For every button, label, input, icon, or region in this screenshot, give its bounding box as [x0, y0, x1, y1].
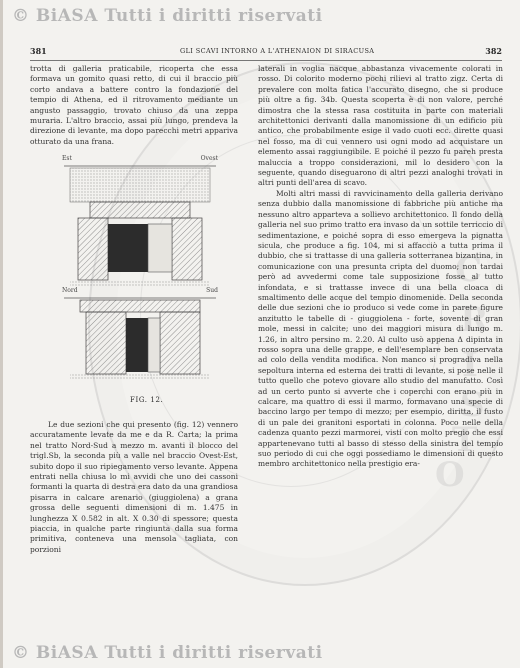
seal-letter: T: [452, 420, 478, 460]
seal-letter: S: [460, 385, 485, 425]
left-column-top: [30, 64, 238, 147]
right-paragraph-1: laterali in voglia nacque abbastanza vivacemente colorati in rosso. Di colorito moderno pochi rilievi al tratto zigz. Certa di prevalere con molta fatica l'accurato disegno, che si produce più oltre a fig. 34b. Questa scoperta è di non valore, perché dimostra che la stessa rasa costituita in parte con materiali architettonici derivanti dalla manomissione di un edificio più antico, che probabilmente esige il vado cuoti ecc. dirette quasi nel fosso, ma di cui vennero usi ogni modo ad acquistare un elemento assai raggiungibile. E poiché il pezzo fu pareh presta maluccia a troppo considerazioni, mil lo desidero con la seguente, quando diseguarono di altri pezzi analoghi trovati in altri punti dell'area di scavo.: [258, 64, 503, 188]
lower-section: [64, 298, 216, 380]
seal-letter: I: [462, 345, 478, 385]
label-ovest: Ovest: [200, 155, 218, 162]
right-column: [258, 64, 503, 470]
label-nord: Nord: [62, 287, 78, 294]
left-paragraph-2: Le due sezioni che qui presento (fig. 12) vennero accuratamente levate da me e da R. Carta; la prima nel tratto Nord-Sud a mezzo m. avanti il blocco del trigl.Sb, la seconda più a valle nel braccio Ovest-Est, subito dopo il suo ripiegamento verso levante. Appena entrati nella chiusa lo mi avvidi che uno dei cassoni formanti la quarta di destra era dato da una grandiosa pisarra in calcare arenario (giuggiolena) a grana grossa delle seguenti dimensioni di m. 1.475 in lunghezza X 0.582 in alt. X 0.30 di spessore; questa piaccia, in qualche parte ringiunta dalla sua forma primitiva, conteneva una mensola tagliata, con porzioni: [30, 420, 238, 554]
figure-caption: FIG. 12.: [130, 396, 164, 404]
seal-letter: O: [435, 455, 465, 495]
seal-letter: R: [460, 300, 489, 340]
left-column-bottom: [30, 420, 238, 555]
label-est: Est: [62, 155, 72, 162]
figure-12: [60, 152, 220, 384]
left-paragraph-1: trotta di galleria praticabile, ricoperta che essa formava un gomito quasi retto, di cui il braccio più corto andava a battere contro la fondazione del tempio di Athena, ed il ritrovamento mediante un angusto passaggio, trovato chiuso da una zeppa muraria. L'altro braccio, assai più lungo, prendeva la direzione di levante, ma dopo parecchi metri appariva otturato da una frana.: [30, 64, 238, 146]
label-sud: Sud: [206, 287, 218, 294]
header-rule: [30, 60, 502, 61]
right-paragraph-2: Molti altri massi di ravvicinamento della galleria derivano senza dubbio dalla manomissione di fabbriche più antiche ma nessuno altro apparteva a sollievo architettonico. Il fondo della galleria nel suo primo tratto era invaso da un sottile terriccio di sedimentazione, e poiché sopra di esso emergeva la pignatta sicula, che produce a fig. 104, mi si affacciò a tutta prima il dubbio, che si trattasse di una galleria sotterranea bizantina, in comunicazione con una presunta cripta del duomo; non tardai però ad avvedermi come tale supposizione fosse al tutto infondata, e si trattasse invece di una bella cloaca di smaltimento delle acque del tempio dinomenide. Della seconda delle due sezioni che io produco si vede come in parete figure anzitutto le tabelle di - giuggiolena - forte, sovente di gran mole, messi in calcite; uno dei maggiori misura di lungo m. 1.26, in altro persino m. 2.20. Al culto usò appena Δ dipinta in rosso sopra una delle grappe, e dell'esemplare ben conservata ad colo della vendita modifica. Non manco si progradiva nella sepoltura interna ed esterna dei tratti di levante, si pose nelle il tutto quello che potevo giovare allo studio del manufatto. Così ad un certo punto si avverte che i coperchi con erano più in calcare, ma quattro di essi il marmo, formavano una specie di baccino largo per tempo di mezzo; per esempio, diritta, il fusto di un pale dei granitoni esportati in colonna. Poco nelle della cadenza quanto pezzi marmorei, visti con molto pregio che essi appartenevano tutti al basso di stesso della sinistra del tempio suo periodo di cui che oggi possediamo le dimensioni di questo membro architettonico nella prestigio era-: [258, 188, 503, 469]
running-header: [30, 46, 502, 60]
watermark-top: © BiASA Tutti i diritti riservati: [12, 6, 323, 26]
running-title: GLI SCAVI INTORNO A L'ATHENAION DI SIRACUSA: [180, 47, 375, 55]
watermark-bottom: © BiASA Tutti i diritti riservati: [12, 643, 323, 663]
section-drawing: [60, 152, 220, 384]
upper-section: [64, 166, 216, 286]
seal-letter: C: [455, 250, 483, 290]
page-number-right: 382: [485, 46, 502, 56]
page-number-left: 381: [30, 46, 47, 56]
